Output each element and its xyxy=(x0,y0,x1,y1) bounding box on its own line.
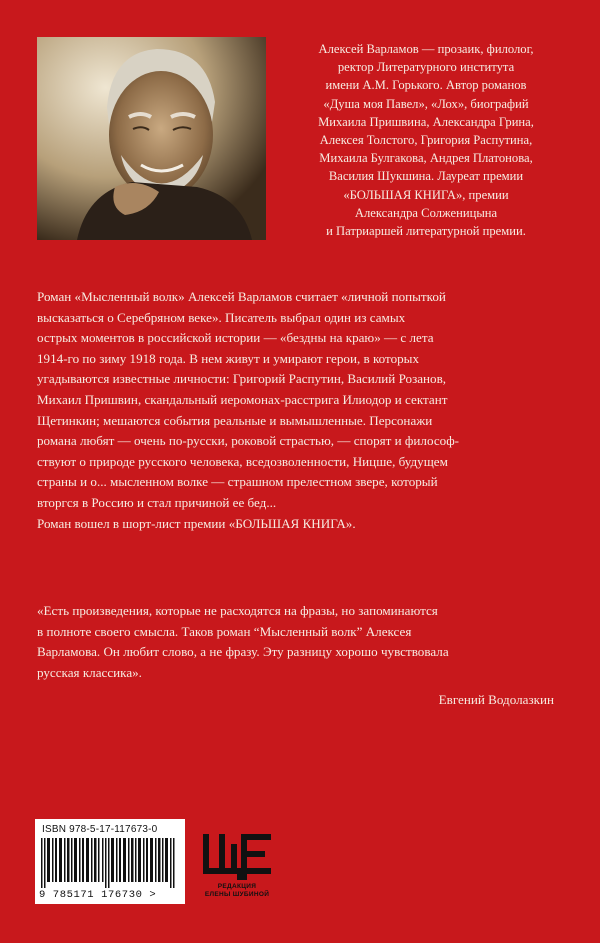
barcode-number: 9 785171 176730 > xyxy=(39,889,157,901)
barcode-bars-icon xyxy=(41,838,179,888)
summary-line: Щетинкин; мешаются события реальные и вымышленные. Персонажи xyxy=(37,412,433,428)
bio-line: Александра Солженицына xyxy=(354,205,498,220)
bio-line: «БОЛЬШАЯ КНИГА», премии xyxy=(343,187,509,202)
isbn-label: ISBN 978-5-17-117673-0 xyxy=(42,824,158,835)
summary-line: вторгся в Россию и стал причиной ее бед... xyxy=(37,494,277,510)
author-photo xyxy=(37,37,266,240)
publisher-line1: РЕДАКЦИЯ xyxy=(217,883,257,890)
quote-author: Евгений Водолазкин xyxy=(438,692,554,707)
publisher-line2: ЕЛЕНЫ ШУБИНОЙ xyxy=(204,891,270,898)
summary-line: Роман вошел в шорт-лист премии «БОЛЬШАЯ КНИГА». xyxy=(37,515,356,531)
quote-line: русская классика». xyxy=(37,664,142,680)
publisher-logo xyxy=(197,830,277,908)
summary-line: угадываются известные личности: Григорий Распутин, Василий Розанов, xyxy=(37,371,447,387)
author-portrait-icon xyxy=(37,37,266,240)
bio-line: Михаила Пришвина, Александра Грина, xyxy=(318,114,534,129)
critic-quote xyxy=(37,601,567,683)
summary-line: острых моментов в российской истории — «бездны на краю» — с лета xyxy=(37,330,434,346)
summary-line: романа любят — очень по-русски, роковой страстью, — спорят и философ- xyxy=(37,433,460,449)
summary-line: высказаться о Серебряном веке». Писатель выбрал один из самых xyxy=(37,309,406,325)
summary-line: 1914-го по зиму 1918 года. В нем живут и умирают герои, в которых xyxy=(37,350,420,366)
bio-line: и Патриаршей литературной премии. xyxy=(326,224,526,239)
publisher-logo-icon xyxy=(197,830,277,882)
quote-line: Варламова. Он любит слово, а не фразу. Эту разницу хорошо чувствовала xyxy=(37,644,449,660)
summary-line: Михаил Пришвин, скандальный иеромонах-расстрига Илиодор и сектант xyxy=(37,391,448,407)
publisher-name xyxy=(197,883,277,899)
book-summary xyxy=(37,287,567,534)
bio-line: Михаила Булгакова, Андрея Платонова, xyxy=(319,151,533,166)
author-bio xyxy=(276,40,576,240)
bio-line: имени А.М. Горького. Автор романов xyxy=(325,78,527,93)
bio-line: «Душа моя Павел», «Лох», биографий xyxy=(323,96,529,111)
quote-line: в полноте своего смысла. Таков роман “Мысленный волк” Алексея xyxy=(37,623,412,639)
bio-line: ректор Литературного института xyxy=(337,60,515,75)
summary-line: страны и о... мысленном волке — страшном прелестном звере, который xyxy=(37,474,438,490)
barcode xyxy=(35,819,185,904)
quote-line: «Есть произведения, которые не расходятся на фразы, но запоминаются xyxy=(37,603,438,618)
bio-line: Василия Шукшина. Лауреат премии xyxy=(328,169,524,184)
bio-line: Алексея Толстого, Григория Распутина, xyxy=(319,133,533,148)
bio-line: Алексей Варламов — прозаик, филолог, xyxy=(318,42,534,56)
summary-line: ствуют о природе русского человека, вседозволенности, Ницше, будущем xyxy=(37,453,448,469)
summary-line: Роман «Мысленный волк» Алексей Варламов считает «личной попыткой xyxy=(37,289,446,304)
